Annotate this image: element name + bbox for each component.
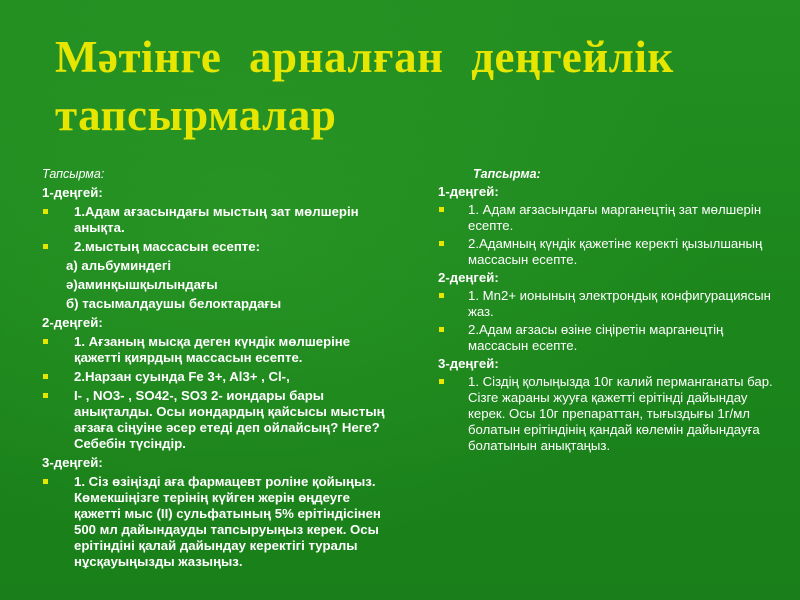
list-item-text: 2.Адам ағзасы өзіне сіңіретін марганецтің массасын есепте.	[468, 322, 724, 353]
bullet-square-icon	[43, 479, 48, 484]
right-column	[438, 166, 783, 456]
list-item	[438, 236, 783, 268]
list-item-text: 2.мыстың массасын есепте:	[74, 239, 260, 254]
left-level-2-heading: 2-деңгей:	[42, 315, 103, 330]
bullet-square-icon	[43, 393, 48, 398]
left-level-3-heading: 3-деңгей:	[42, 455, 103, 470]
bullet-square-icon	[43, 374, 48, 379]
right-level-1-heading: 1-деңгей:	[438, 184, 499, 199]
left-column	[42, 166, 392, 573]
right-level-2-heading: 2-деңгей:	[438, 270, 499, 285]
list-item-text: 1. Сіздің қолыңызда 10г калий перманганаты бар. Сізге жараны жууға қажетті ерітінді дайындау керек. Осы 10г препараттан, тығыздығы 1г/мл болатын ерітіндінің қандай көлемін дайындауға болатынын анықтаңыз.	[468, 374, 773, 453]
left-tasks-label: Тапсырма:	[42, 167, 105, 181]
list-item-text: 2.Адамның күндік қажетіне керекті қызылшаның массасын есепте.	[468, 236, 763, 267]
list-item	[438, 374, 783, 454]
sub-item-a: а) альбуминдегі	[66, 258, 172, 273]
right-tasks-label: Тапсырма:	[473, 167, 541, 181]
list-item	[438, 202, 783, 234]
page-title	[55, 28, 775, 144]
list-item-text: 1. Адам ағзасындағы марганецтің зат мөлшерін есепте.	[468, 202, 762, 233]
list-item	[42, 204, 392, 236]
sub-item-c: б) тасымалдаушы белоктардағы	[66, 296, 282, 311]
bullet-square-icon	[43, 339, 48, 344]
right-level-3-heading: 3-деңгей:	[438, 356, 499, 371]
list-item-text: 2.Нарзан суында Fe 3+, Al3+ , Cl-,	[74, 369, 290, 384]
title-line-1: Мәтінге арналған деңгейлік	[55, 32, 674, 82]
list-item-text: 1. Mn2+ ионының электрондық конфигурациясын жаз.	[468, 288, 771, 319]
list-item	[438, 288, 783, 320]
list-item-text: 1. Ағзаның мысқа деген күндік мөлшеріне қажетті қиярдың массасын есепте.	[74, 334, 351, 365]
sub-item-b: ә)аминқышқылындағы	[66, 277, 218, 292]
list-item	[42, 334, 392, 366]
bullet-square-icon	[43, 209, 48, 214]
list-item	[42, 388, 392, 452]
bullet-square-icon	[439, 207, 444, 212]
title-line-2: тапсырмалар	[55, 90, 337, 140]
left-level-1-heading: 1-деңгей:	[42, 185, 103, 200]
list-item-text: 1. Сіз өзіңізді аға фармацевт роліне қойыңыз. Көмекшіңізге терінің күйген жерін өңдеуге қажетті мыс (II) сульфатының 5% ерітіндісінен 500 мл дайындауды тапсыруыңыз керек. Осы ерітіндіні қалай дайындау керектігі туралы нұсқауыңызды жазыңыз.	[74, 474, 381, 569]
list-item	[42, 474, 392, 570]
list-item	[42, 239, 392, 255]
list-item	[42, 369, 392, 385]
bullet-square-icon	[439, 241, 444, 246]
bullet-square-icon	[439, 327, 444, 332]
bullet-square-icon	[439, 379, 444, 384]
bullet-square-icon	[43, 244, 48, 249]
list-item	[438, 322, 783, 354]
list-item-text: 1.Адам ағзасындағы мыстың зат мөлшерін анықта.	[74, 204, 359, 235]
list-item-text: I- , NO3- , SO42-, SO3 2- иондары бары анықталды. Осы иондардың қайсысы мыстың ағзаға сіңуіне әсер етеді деп ойлайсың? Неге? Себебін түсіндір.	[74, 388, 385, 451]
bullet-square-icon	[439, 293, 444, 298]
